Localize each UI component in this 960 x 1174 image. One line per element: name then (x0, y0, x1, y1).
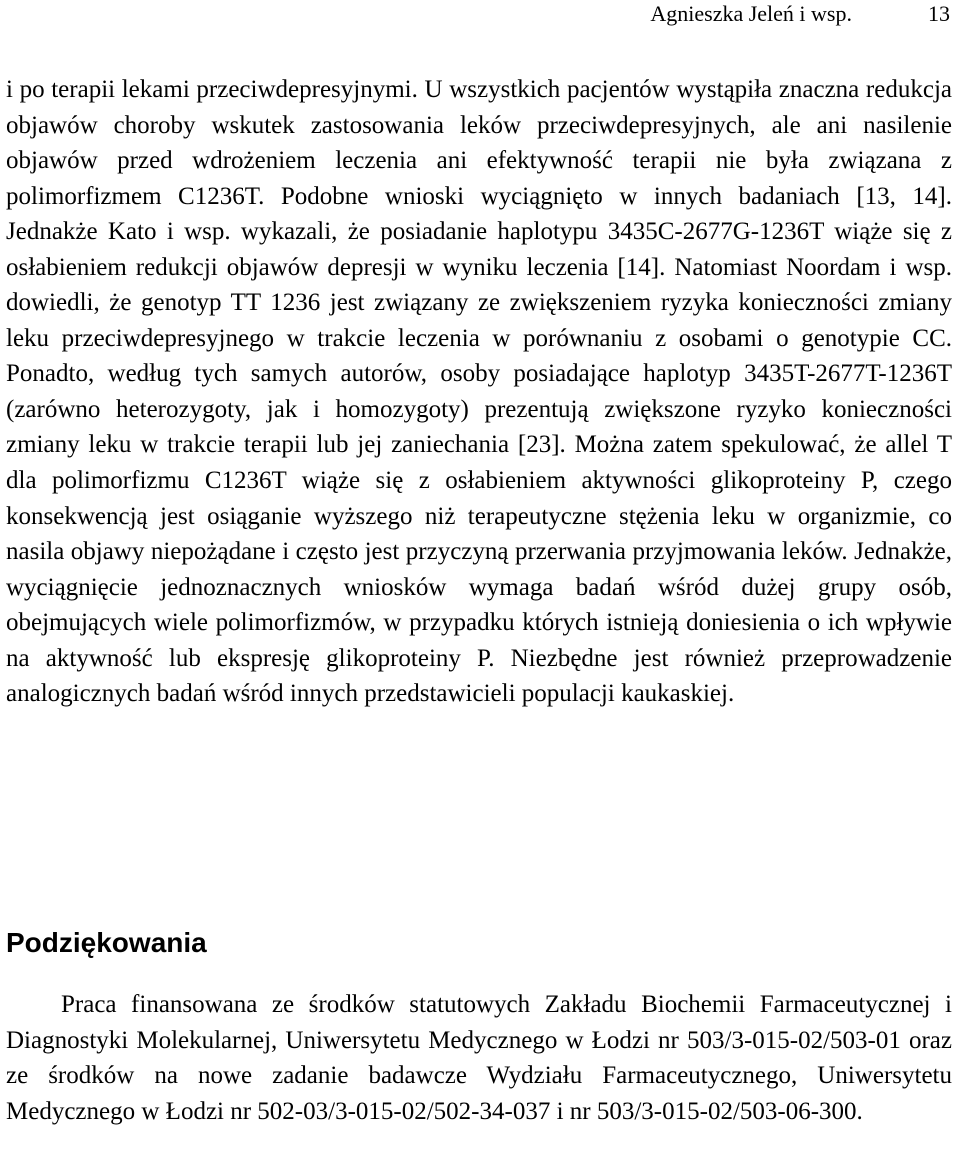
acknowledgements-paragraph: Praca finansowana ze środków statutowych Zakładu Biochemii Farmaceutycznej i Diagnostyki Molekularnej, Uniwersytetu Medycznego w Łodzi nr 503/3-015-02/503-01 oraz ze środków na nowe zadanie badawcze Wydziału Farmaceutycznego, Uniwersytetu Medycznego w Łodzi nr 502-03/3-015-02/502-34-037 i nr 503/3-015-02/503-06-300. (6, 991, 952, 1125)
acknowledgements-heading: Podziękowania (6, 927, 207, 958)
header-authors: Agnieszka Jeleń i wsp. (650, 1, 852, 26)
running-header (650, 2, 950, 26)
body-paragraph: i po terapii lekami przeciwdepresyjnymi. U wszystkich pacjentów wystąpiła znaczna redukcja objawów choroby wskutek zastosowania leków przeciwdepresyjnych, ale ani nasilenie objawów przed wdrożeniem leczenia ani efektywność terapii nie była związana z polimorfizmem C1236T. Podobne wnioski wyciągnięto w innych badaniach [13, 14]. Jednakże Kato i wsp. wykazali, że posiadanie haplotypu 3435C-2677G-1236T wiąże się z osłabieniem redukcji objawów depresji w wyniku leczenia [14]. Natomiast Noordam i wsp. dowiedli, że genotyp TT 1236 jest związany ze zwiększeniem ryzyka konieczności zmiany leku przeciwdepresyjnego w trakcie leczenia w porównaniu z osobami o genotypie CC. Ponadto, według tych samych autorów, osoby posiadające haplotyp 3435T-2677T-1236T (zarówno heterozygoty, jak i homozygoty) prezentują zwiększone ryzyko konieczności zmiany leku w trakcie terapii lub jej zaniechania [23]. Można zatem spekulować, że allel T dla polimorfizmu C1236T wiąże się z osłabieniem aktywności glikoproteiny P, czego konsekwencją jest osiąganie wyższego niż terapeutyczne stężenia leku w organizmie, co nasila objawy niepożądane i często jest przyczyną przerwania przyjmowania leków. Jednakże, wyciągnięcie jednoznacznych wniosków wymaga badań wśród dużej grupy osób, obejmujących wiele polimorfizmów, w przypadku których istnieją doniesienia o ich wpływie na aktywność lub ekspresję glikoproteiny P. Niezbędne jest również przeprowadzenie analogicznych badań wśród innych przedstawicieli populacji kaukaskiej. (6, 76, 952, 708)
page-number: 13 (928, 1, 950, 26)
